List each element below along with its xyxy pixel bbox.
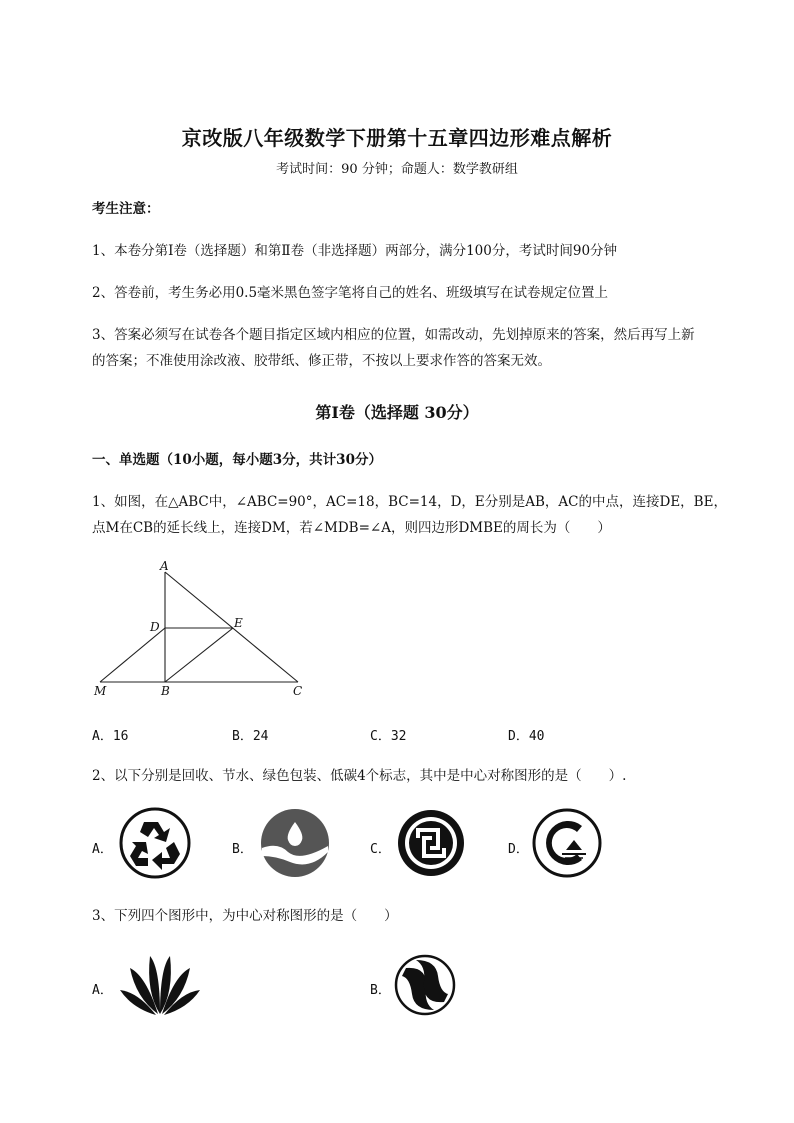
green-packaging-logo — [396, 808, 466, 878]
exam-info: 考试时间：90 分钟；命题人：数学教研组 — [276, 162, 518, 177]
segment-be — [165, 628, 233, 682]
question-3: 3、下列四个图形中，为中心对称图形的是（ ） — [92, 908, 398, 924]
question-1-line2: 点M在CB的延长线上，连接DM，若∠MDB=∠A，则四边形DMBE的周长为（ ） — [92, 520, 611, 536]
option-d[interactable]: D．40 — [508, 729, 545, 744]
recycle-logo — [118, 806, 192, 880]
label-c: C — [293, 684, 303, 698]
label-b: B — [161, 684, 170, 698]
option-b[interactable]: B．24 — [232, 729, 269, 744]
section-title: 第Ⅰ卷（选择题 30分） — [315, 403, 479, 422]
label-d: D — [150, 620, 160, 634]
notes-heading: 考生注意： — [92, 201, 160, 217]
note-item: 2、答卷前，考生务必用0.5毫米黑色签字笔将自己的姓名、班级填写在试卷规定位置上 — [92, 285, 609, 301]
q2-option-d-label[interactable]: D． — [508, 842, 529, 857]
segment-dm — [100, 628, 165, 682]
question-2: 2、以下分别是回收、节水、绿色包装、低碳4个标志，其中是中心对称图形的是（ ）. — [92, 768, 627, 784]
note-item: 1、本卷分第Ⅰ卷（选择题）和第Ⅱ卷（非选择题）两部分，满分100分，考试时间90分钟 — [92, 243, 618, 259]
geometry-figure — [90, 558, 320, 703]
q2-option-b-label[interactable]: B． — [232, 842, 253, 857]
note-item: 的答案；不准使用涂改液、胶带纸、修正带，不按以上要求作答的答案无效。 — [92, 353, 551, 369]
note-item: 3、答案必须写在试卷各个题目指定区域内相应的位置，如需改动，先划掉原来的答案，然后再写上新 — [92, 327, 695, 343]
water-saving-logo — [260, 808, 330, 878]
fan-petal-logo — [116, 952, 204, 1018]
swirl-circle-logo — [394, 954, 456, 1016]
question-1-line1: 1、如图，在△ABC中，∠ABC=90°，AC=18，BC=14，D，E分别是AB，AC的中点，连接DE，BE， — [92, 494, 727, 510]
part-heading: 一、单选题（10小题，每小题3分，共计30分） — [92, 452, 382, 468]
low-carbon-logo — [532, 808, 602, 878]
q3-option-a-label[interactable]: A． — [92, 983, 113, 998]
option-c[interactable]: C．32 — [370, 729, 407, 744]
label-m: M — [94, 684, 107, 698]
q2-option-a-label[interactable]: A． — [92, 842, 113, 857]
option-a[interactable]: A．16 — [92, 729, 129, 744]
page-title: 京改版八年级数学下册第十五章四边形难点解析 — [181, 126, 613, 150]
label-e: E — [234, 616, 243, 630]
q2-option-c-label[interactable]: C． — [370, 842, 391, 857]
q3-option-b-label[interactable]: B． — [370, 983, 391, 998]
label-a: A — [160, 559, 169, 573]
